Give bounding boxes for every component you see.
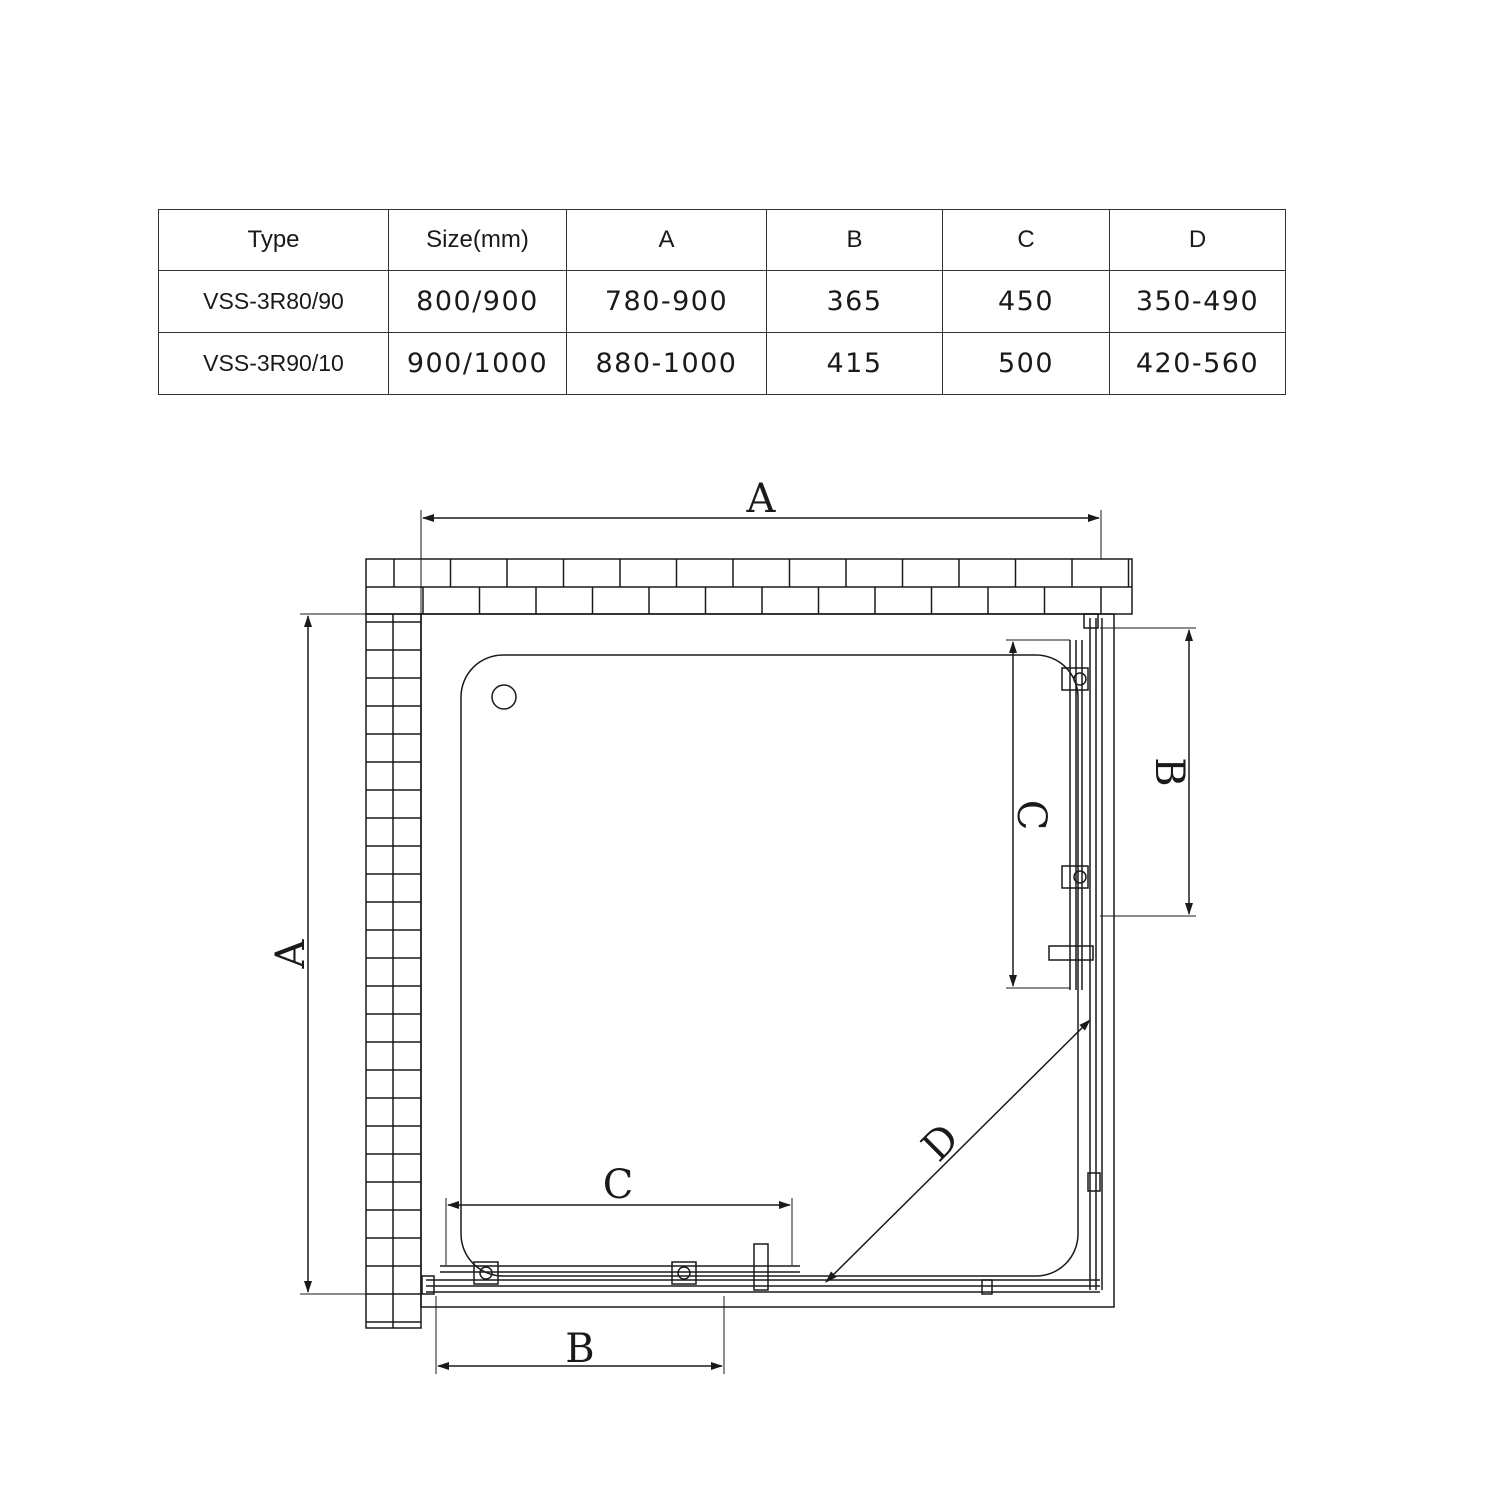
cell-d: 420-560	[1110, 333, 1286, 395]
left-brick-wall	[366, 614, 421, 1328]
header-type: Type	[159, 210, 389, 271]
cell-size: 900/1000	[389, 333, 567, 395]
drain-icon	[492, 685, 516, 709]
header-size: Size(mm)	[389, 210, 567, 271]
label-left-a: A	[268, 939, 314, 969]
cell-type: VSS-3R80/90	[159, 271, 389, 333]
cell-type: VSS-3R90/10	[159, 333, 389, 395]
bottom-door-profile	[422, 1244, 1100, 1294]
extension-lines	[300, 510, 1196, 1374]
header-b: B	[767, 210, 943, 271]
cell-c: 500	[943, 333, 1110, 395]
cell-c: 450	[943, 271, 1110, 333]
header-a: A	[567, 210, 767, 271]
cell-size: 800/900	[389, 271, 567, 333]
cell-a: 780-900	[567, 271, 767, 333]
label-right-c: C	[1008, 799, 1054, 831]
cell-a: 880-1000	[567, 333, 767, 395]
shower-tray	[421, 614, 1114, 1307]
label-diag-d: D	[913, 1115, 969, 1171]
label-bottom-c: C	[602, 1162, 634, 1208]
label-top-a: A	[746, 476, 776, 522]
cell-d: 350-490	[1110, 271, 1286, 333]
label-right-b: B	[1146, 757, 1192, 787]
header-c: C	[943, 210, 1110, 271]
label-bottom-b: B	[565, 1326, 595, 1372]
right-door-profile	[1049, 614, 1102, 1290]
cell-b: 415	[767, 333, 943, 395]
top-brick-wall	[366, 559, 1132, 614]
cell-b: 365	[767, 271, 943, 333]
header-d: D	[1110, 210, 1286, 271]
